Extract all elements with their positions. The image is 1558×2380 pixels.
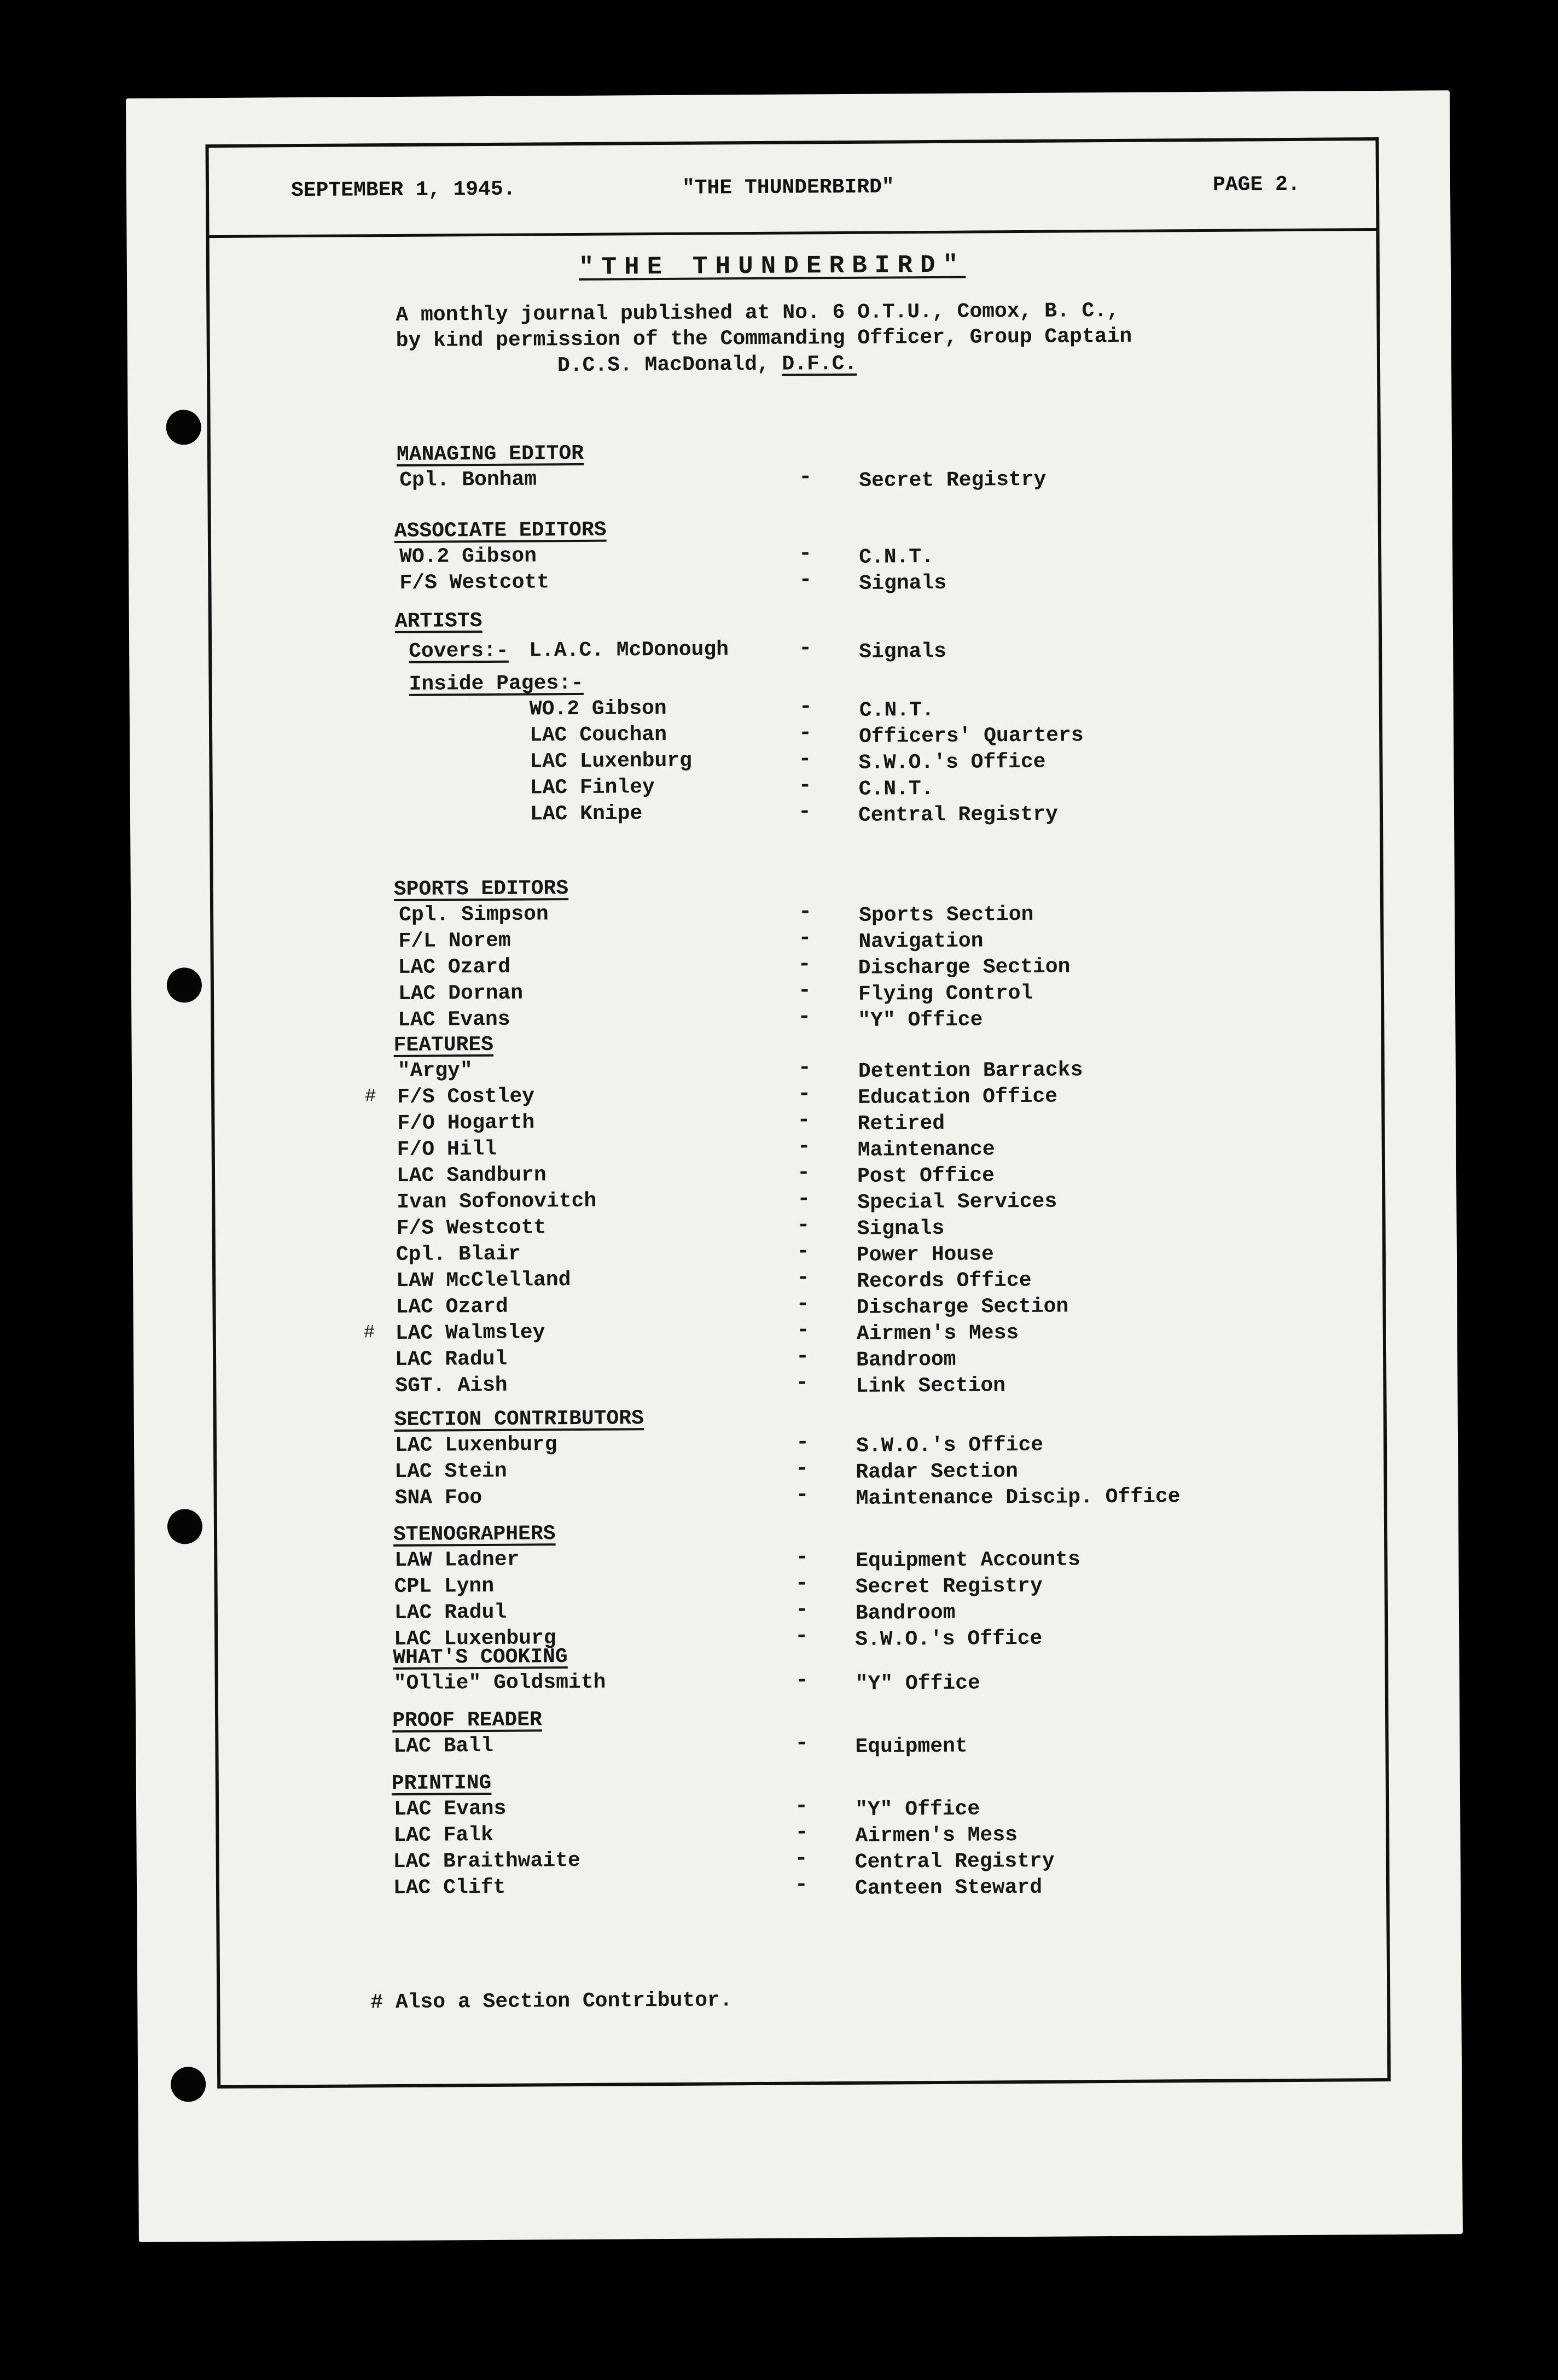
separator-dash: - (798, 541, 812, 567)
staff-department: Secret Registry (859, 468, 1047, 493)
punch-hole (167, 1509, 202, 1544)
staff-name: LAC Luxenburg (530, 749, 693, 774)
staff-department: Records Office (857, 1268, 1032, 1293)
separator-dash: - (795, 1430, 810, 1455)
staff-name: LAC Knipe (530, 802, 643, 826)
separator-dash: - (798, 952, 811, 977)
staff-department: Detention Barracks (858, 1058, 1083, 1083)
staff-name: LAC Ozard (396, 1294, 508, 1320)
subheading-covers: Covers:- (409, 639, 509, 663)
separator-dash: - (797, 1160, 811, 1186)
staff-department: Equipment (855, 1734, 968, 1759)
masthead-line-2: by kind permission of the Commanding Officer, Group Captain (396, 324, 1132, 353)
separator-dash: - (799, 636, 812, 661)
staff-department: Bandroom (856, 1348, 956, 1372)
staff-department: Post Office (857, 1164, 995, 1188)
staff-name: LAC Ball (393, 1734, 493, 1759)
staff-name: LAW Ladner (394, 1548, 520, 1573)
separator-dash: - (795, 1597, 809, 1623)
staff-department: Signals (859, 639, 946, 664)
staff-name: LAC Couchan (529, 722, 667, 748)
separator-dash: - (798, 773, 812, 798)
staff-name: LAC Finley (530, 775, 655, 800)
separator-dash: - (799, 695, 812, 720)
section-heading-cooking: WHAT'S COOKING (393, 1645, 568, 1670)
staff-name: SGT. Aish (395, 1373, 508, 1398)
punch-hole (166, 410, 201, 445)
staff-department: Discharge Section (856, 1294, 1069, 1320)
staff-name: LAC Braithwaite (393, 1848, 580, 1874)
staff-name: "Argy" (397, 1059, 473, 1083)
staff-department: Link Section (856, 1374, 1006, 1398)
masthead-line-3: D.C.S. MacDonald, D.F.C. (557, 352, 857, 378)
separator-dash: - (795, 1483, 809, 1508)
separator-dash: - (798, 978, 812, 1004)
separator-dash: - (796, 1292, 810, 1317)
separator-dash: - (798, 1082, 811, 1107)
staff-department: Radar Section (856, 1460, 1018, 1484)
separator-dash: - (795, 1344, 810, 1369)
staff-name: CPL Lynn (394, 1574, 495, 1599)
header-rule (210, 228, 1376, 238)
separator-dash: - (796, 1239, 810, 1264)
staff-department: C.N.T. (859, 698, 934, 722)
staff-name: LAW McClelland (396, 1268, 571, 1293)
contributor-marker: # (363, 1322, 375, 1344)
staff-name: F/S Westcott (399, 570, 550, 595)
header-page-number: PAGE 2. (1212, 172, 1300, 197)
document-page (126, 90, 1463, 2242)
staff-name: LAC Evans (393, 1796, 507, 1822)
staff-department: C.N.T. (859, 545, 934, 569)
staff-department: Canteen Steward (854, 1875, 1043, 1900)
staff-name: F/O Hogarth (397, 1111, 535, 1136)
masthead-line-1: A monthly journal published at No. 6 O.T.U., Comox, B. C., (396, 299, 1120, 327)
staff-name: LAC Luxenburg (394, 1433, 557, 1458)
separator-dash: - (795, 1731, 809, 1756)
section-heading-stenographers: STENOGRAPHERS (393, 1522, 556, 1547)
staff-department: Special Services (857, 1189, 1057, 1215)
staff-department: Airmen's Mess (855, 1823, 1018, 1848)
staff-name: "Ollie" Goldsmith (393, 1670, 606, 1696)
separator-dash: - (797, 1265, 810, 1291)
staff-name: LAC Luxenburg (394, 1626, 556, 1652)
staff-name: LAC Evans (398, 1007, 510, 1032)
staff-name: LAC Ozard (398, 955, 511, 979)
staff-name: F/S Westcott (396, 1216, 547, 1241)
staff-department: Officers' Quarters (859, 724, 1084, 749)
section-heading-artists: ARTISTS (394, 609, 482, 634)
separator-dash: - (797, 1108, 811, 1133)
section-heading-features: FEATURES (393, 1032, 494, 1058)
header-date: SEPTEMBER 1, 1945. (290, 177, 516, 203)
staff-department: Central Registry (854, 1849, 1055, 1874)
staff-name: LAC Stein (394, 1459, 507, 1484)
separator-dash: - (795, 1456, 809, 1481)
staff-name: LAC Radul (394, 1347, 508, 1372)
separator-dash: - (795, 1624, 809, 1649)
separator-dash: - (798, 926, 812, 951)
staff-name: LAC Walmsley (395, 1321, 545, 1346)
staff-department: Signals (857, 1216, 945, 1241)
staff-department: S.W.O.'s Office (855, 1626, 1043, 1652)
separator-dash: - (794, 1846, 808, 1871)
staff-name: Cpl. Bonham (399, 468, 537, 492)
separator-dash: - (799, 465, 812, 490)
staff-department: Maintenance (857, 1138, 995, 1162)
staff-department: Airmen's Mess (856, 1321, 1019, 1346)
separator-dash: - (798, 1055, 812, 1081)
header-paper-name: "THE THUNDERBIRD" (682, 175, 894, 200)
section-heading-contributors: SECTION CONTRIBUTORS (394, 1407, 644, 1432)
separator-dash: - (796, 1318, 810, 1343)
footnote: # Also a Section Contributor. (370, 1988, 733, 2015)
staff-department: Flying Control (858, 981, 1033, 1006)
staff-name: LAC Clift (393, 1875, 506, 1900)
staff-department: Equipment Accounts (856, 1548, 1080, 1573)
staff-department: Sports Section (859, 902, 1034, 928)
punch-hole (167, 967, 202, 1002)
separator-dash: - (797, 1134, 811, 1159)
separator-dash: - (795, 1545, 809, 1570)
staff-name: Ivan Sofonovitch (397, 1189, 597, 1215)
staff-name: LAC Falk (393, 1823, 493, 1848)
separator-dash: - (798, 721, 812, 746)
separator-dash: - (798, 800, 812, 825)
staff-department: Maintenance Discip. Office (856, 1485, 1181, 1510)
separator-dash: - (795, 1571, 809, 1596)
staff-department: "Y" Office (855, 1671, 980, 1696)
staff-department: C.N.T. (858, 777, 934, 801)
staff-department: "Y" Office (858, 1008, 983, 1032)
section-heading-proof: PROOF READER (392, 1708, 542, 1733)
section-heading-associate: ASSOCIATE EDITORS (394, 518, 607, 544)
staff-name: L.A.C. McDonough (529, 638, 729, 663)
staff-name: Cpl. Blair (396, 1242, 521, 1267)
separator-dash: - (798, 747, 812, 772)
journal-title: "THE THUNDERBIRD" (578, 250, 966, 282)
staff-name: LAC Sandburn (396, 1163, 547, 1188)
subheading-inside-pages: Inside Pages:- (409, 671, 584, 696)
staff-name: F/O Hill (397, 1137, 497, 1162)
contributor-marker: # (365, 1086, 376, 1107)
staff-department: Education Office (858, 1084, 1058, 1110)
staff-name: Cpl. Simpson (399, 902, 549, 927)
staff-name: LAC Dornan (398, 981, 524, 1006)
section-heading-printing: PRINTING (391, 1771, 492, 1796)
staff-department: Central Registry (858, 802, 1059, 827)
staff-name: WO.2 Gibson (399, 544, 537, 569)
separator-dash: - (797, 1213, 810, 1238)
separator-dash: - (798, 900, 812, 925)
staff-department: S.W.O.'s Office (856, 1433, 1044, 1458)
separator-dash: - (794, 1872, 809, 1898)
staff-name: F/L Norem (398, 929, 511, 953)
staff-department: Bandroom (855, 1601, 956, 1625)
staff-department: Secret Registry (855, 1574, 1043, 1599)
staff-name: F/S Costley (397, 1084, 535, 1110)
separator-dash: - (795, 1668, 809, 1693)
separator-dash: - (795, 1820, 809, 1845)
separator-dash: - (798, 1005, 811, 1030)
staff-name: SNA Foo (394, 1486, 482, 1510)
separator-dash: - (797, 1187, 811, 1212)
staff-department: Retired (857, 1111, 945, 1136)
staff-department: Discharge Section (858, 955, 1071, 980)
staff-name: LAC Radul (394, 1600, 507, 1625)
separator-dash: - (794, 1794, 809, 1819)
punch-hole (171, 2067, 206, 2102)
separator-dash: - (799, 568, 812, 593)
staff-department: Signals (859, 571, 947, 596)
staff-department: "Y" Office (855, 1797, 980, 1822)
staff-department: Power House (856, 1242, 994, 1267)
staff-department: Navigation (858, 929, 984, 954)
staff-department: S.W.O.'s Office (858, 750, 1046, 775)
page-frame (206, 137, 1391, 2089)
section-heading-sports: SPORTS EDITORS (393, 877, 569, 902)
separator-dash: - (795, 1370, 809, 1396)
staff-name: WO.2 Gibson (529, 696, 667, 721)
section-heading-managing: MANAGING EDITOR (396, 441, 584, 466)
